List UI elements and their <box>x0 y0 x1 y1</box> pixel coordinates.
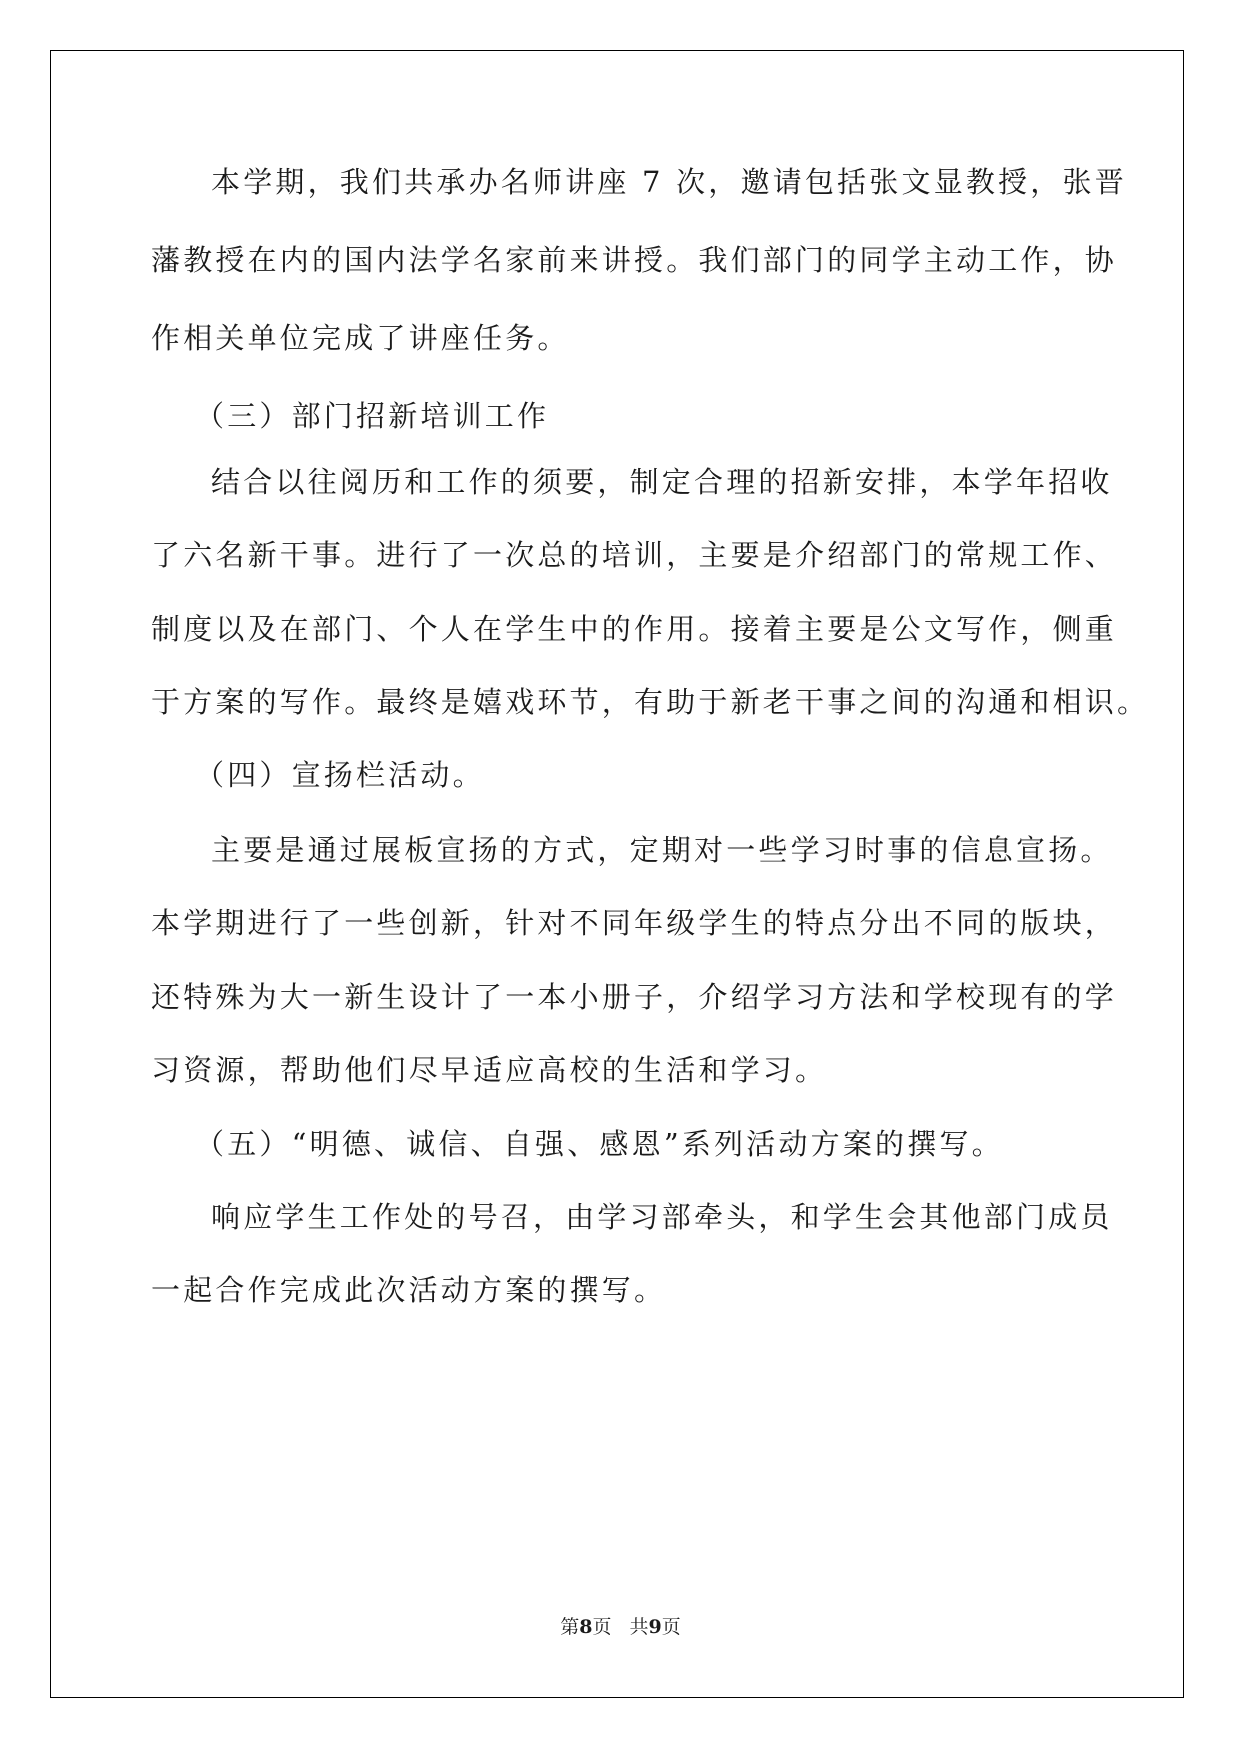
paragraph-line: 于方案的写作。最终是嬉戏环节，有助于新老干事之间的沟通和相识。 <box>151 685 1150 719</box>
footer-page-suffix: 页 <box>592 1616 612 1638</box>
paragraph-line: 习资源，帮助他们尽早适应高校的生活和学习。 <box>151 1053 828 1087</box>
page-border <box>50 50 1184 1698</box>
footer-total-prefix: 共 <box>629 1616 649 1638</box>
page-footer <box>0 1612 1241 1639</box>
section-heading: （三）部门招新培训工作 <box>195 399 550 433</box>
footer-total-suffix: 页 <box>661 1616 681 1638</box>
paragraph-line: 结合以往阅历和工作的须要，制定合理的招新安排，本学年招收 <box>211 465 1113 499</box>
footer-prefix: 第 <box>560 1616 580 1638</box>
paragraph-line: 响应学生工作处的号召，由学习部牵头，和学生会其他部门成员 <box>211 1200 1113 1234</box>
paragraph-line: 本学期，我们共承办名师讲座 7 次，邀请包括张文显教授，张晋 <box>211 165 1127 199</box>
paragraph-line: 制度以及在部门、个人在学生中的作用。接着主要是公文写作，侧重 <box>151 612 1118 646</box>
paragraph-line: 作相关单位完成了讲座任务。 <box>151 321 570 355</box>
paragraph-line: 了六名新干事。进行了一次总的培训，主要是介绍部门的常规工作、 <box>151 538 1118 572</box>
paragraph-line: 本学期进行了一些创新，针对不同年级学生的特点分出不同的版块， <box>151 906 1118 940</box>
paragraph-line: 一起合作完成此次活动方案的撰写。 <box>151 1273 667 1307</box>
total-pages-number: 9 <box>648 1616 662 1638</box>
paragraph-line: 主要是通过展板宣扬的方式，定期对一些学习时事的信息宣扬。 <box>211 833 1113 867</box>
section-heading: （五）“明德、诚信、自强、感恩”系列活动方案的撰写。 <box>195 1127 1004 1161</box>
paragraph-line: 藩教授在内的国内法学名家前来讲授。我们部门的同学主动工作，协 <box>151 243 1118 277</box>
section-heading: （四）宣扬栏活动。 <box>195 758 485 792</box>
paragraph-line: 还特殊为大一新生设计了一本小册子，介绍学习方法和学校现有的学 <box>151 980 1118 1014</box>
current-page-number: 8 <box>579 1616 593 1638</box>
